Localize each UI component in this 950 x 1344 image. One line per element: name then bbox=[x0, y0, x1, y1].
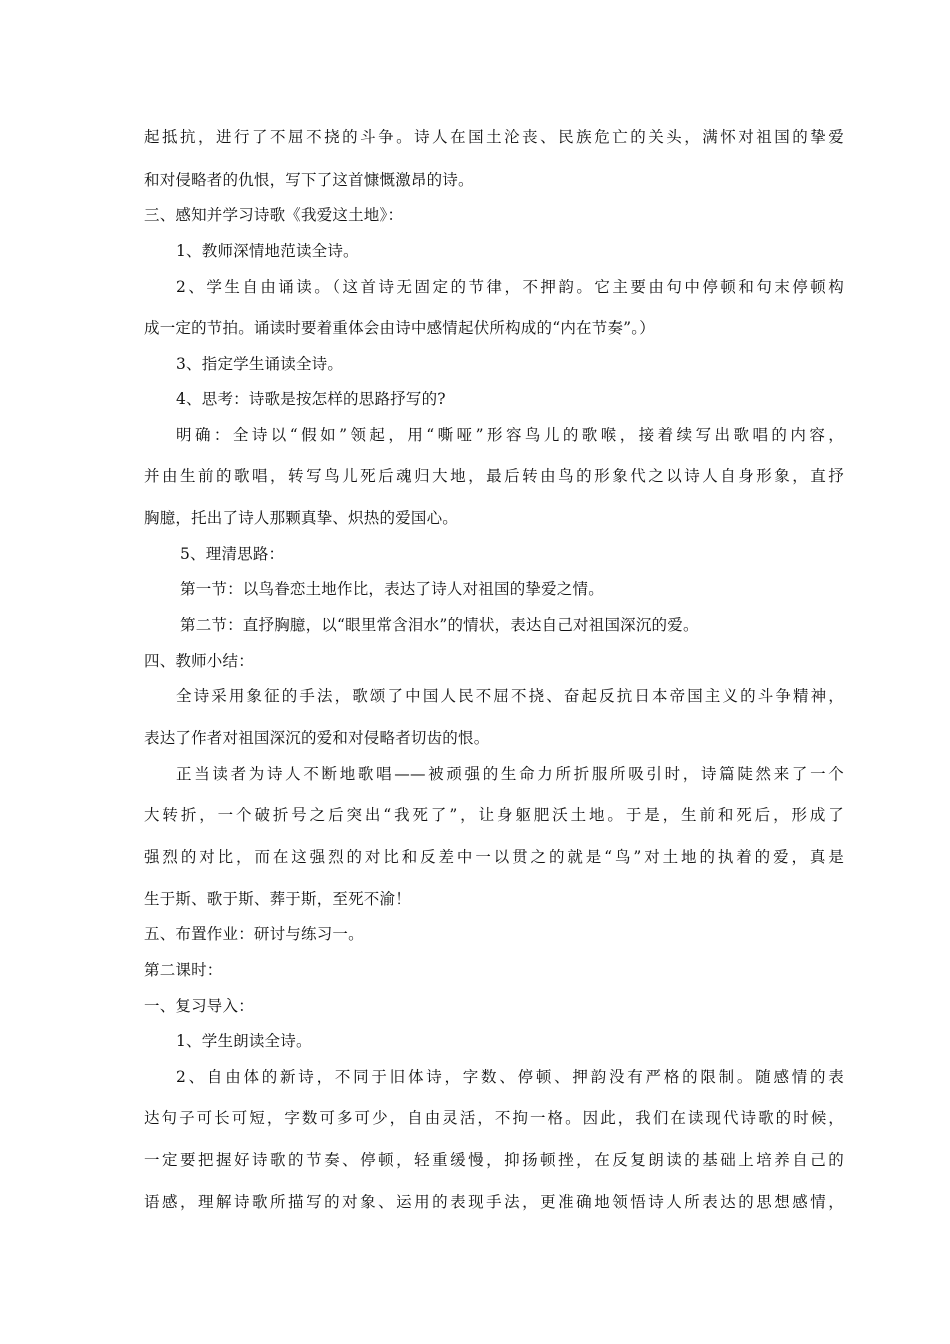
text-line: 2、学生自由诵读。（这首诗无固定的节律，不押韵。它主要由句中停顿和句末停顿构 bbox=[176, 278, 844, 296]
text-line: 4、思考：诗歌是按怎样的思路抒写的? bbox=[176, 390, 446, 408]
text-line: 成一定的节拍。诵读时要着重体会由诗中感情起伏所构成的“内在节奏”。） bbox=[144, 319, 655, 337]
text-line: 胸臆，托出了诗人那颗真挚、炽热的爱国心。 bbox=[144, 509, 459, 527]
section-heading: 四、教师小结： bbox=[144, 652, 254, 670]
text-line: 并由生前的歌唱，转写鸟儿死后魂归大地，最后转由鸟的形象代之以诗人自身形象，直抒 bbox=[144, 467, 844, 485]
text-line: 明确：全诗以“假如”领起，用“嘶哑”形容鸟儿的歌喉，接着续写出歌唱的内容， bbox=[176, 426, 844, 444]
text-line: 第二节：直抒胸臆，以“眼里常含泪水”的情状，表达自己对祖国深沉的爱。 bbox=[180, 616, 699, 634]
text-line: 2、自由体的新诗，不同于旧体诗，字数、停顿、押韵没有严格的限制。随感情的表 bbox=[176, 1068, 844, 1086]
text-line: 达句子可长可短，字数可多可少，自由灵活，不拘一格。因此，我们在读现代诗歌的时候， bbox=[144, 1109, 844, 1127]
text-line: 1、学生朗读全诗。 bbox=[176, 1032, 312, 1050]
text-line: 1、教师深情地范读全诗。 bbox=[176, 242, 359, 260]
text-line: 第一节：以鸟眷恋土地作比，表达了诗人对祖国的挚爱之情。 bbox=[180, 580, 604, 598]
section-heading: 五、布置作业：研讨与练习一。 bbox=[144, 925, 364, 943]
text-line: 强烈的对比，而在这强烈的对比和反差中一以贯之的就是“鸟”对土地的执着的爱，真是 bbox=[144, 848, 844, 866]
text-line: 5、理清思路： bbox=[180, 545, 285, 563]
text-line: 大转折，一个破折号之后突出“我死了”，让身躯肥沃土地。于是，生前和死后，形成了 bbox=[144, 806, 844, 824]
text-line: 正当读者为诗人不断地歌唱——被顽强的生命力所折服所吸引时，诗篇陡然来了一个 bbox=[176, 765, 844, 783]
text-line: 全诗采用象征的手法，歌颂了中国人民不屈不挠、奋起反抗日本帝国主义的斗争精神， bbox=[176, 687, 844, 705]
text-line: 和对侵略者的仇恨，写下了这首慷慨激昂的诗。 bbox=[144, 171, 474, 189]
text-line: 语感，理解诗歌所描写的对象、运用的表现手法，更准确地领悟诗人所表达的思想感情， bbox=[144, 1193, 844, 1211]
text-line: 一定要把握好诗歌的节奏、停顿，轻重缓慢，抑扬顿挫，在反复朗读的基础上培养自己的 bbox=[144, 1151, 844, 1169]
text-line: 表达了作者对祖国深沉的爱和对侵略者切齿的恨。 bbox=[144, 729, 490, 747]
section-heading: 一、复习导入： bbox=[144, 997, 254, 1015]
text-line: 生于斯、歌于斯、葬于斯，至死不渝！ bbox=[144, 890, 411, 908]
text-line: 3、指定学生诵读全诗。 bbox=[176, 355, 344, 373]
text-line: 起抵抗，进行了不屈不挠的斗争。诗人在国土沦丧、民族危亡的关头，满怀对祖国的挚爱 bbox=[144, 128, 844, 146]
lesson-heading: 第二课时： bbox=[144, 961, 223, 979]
section-heading: 三、感知并学习诗歌《我爱这土地》： bbox=[144, 206, 404, 224]
